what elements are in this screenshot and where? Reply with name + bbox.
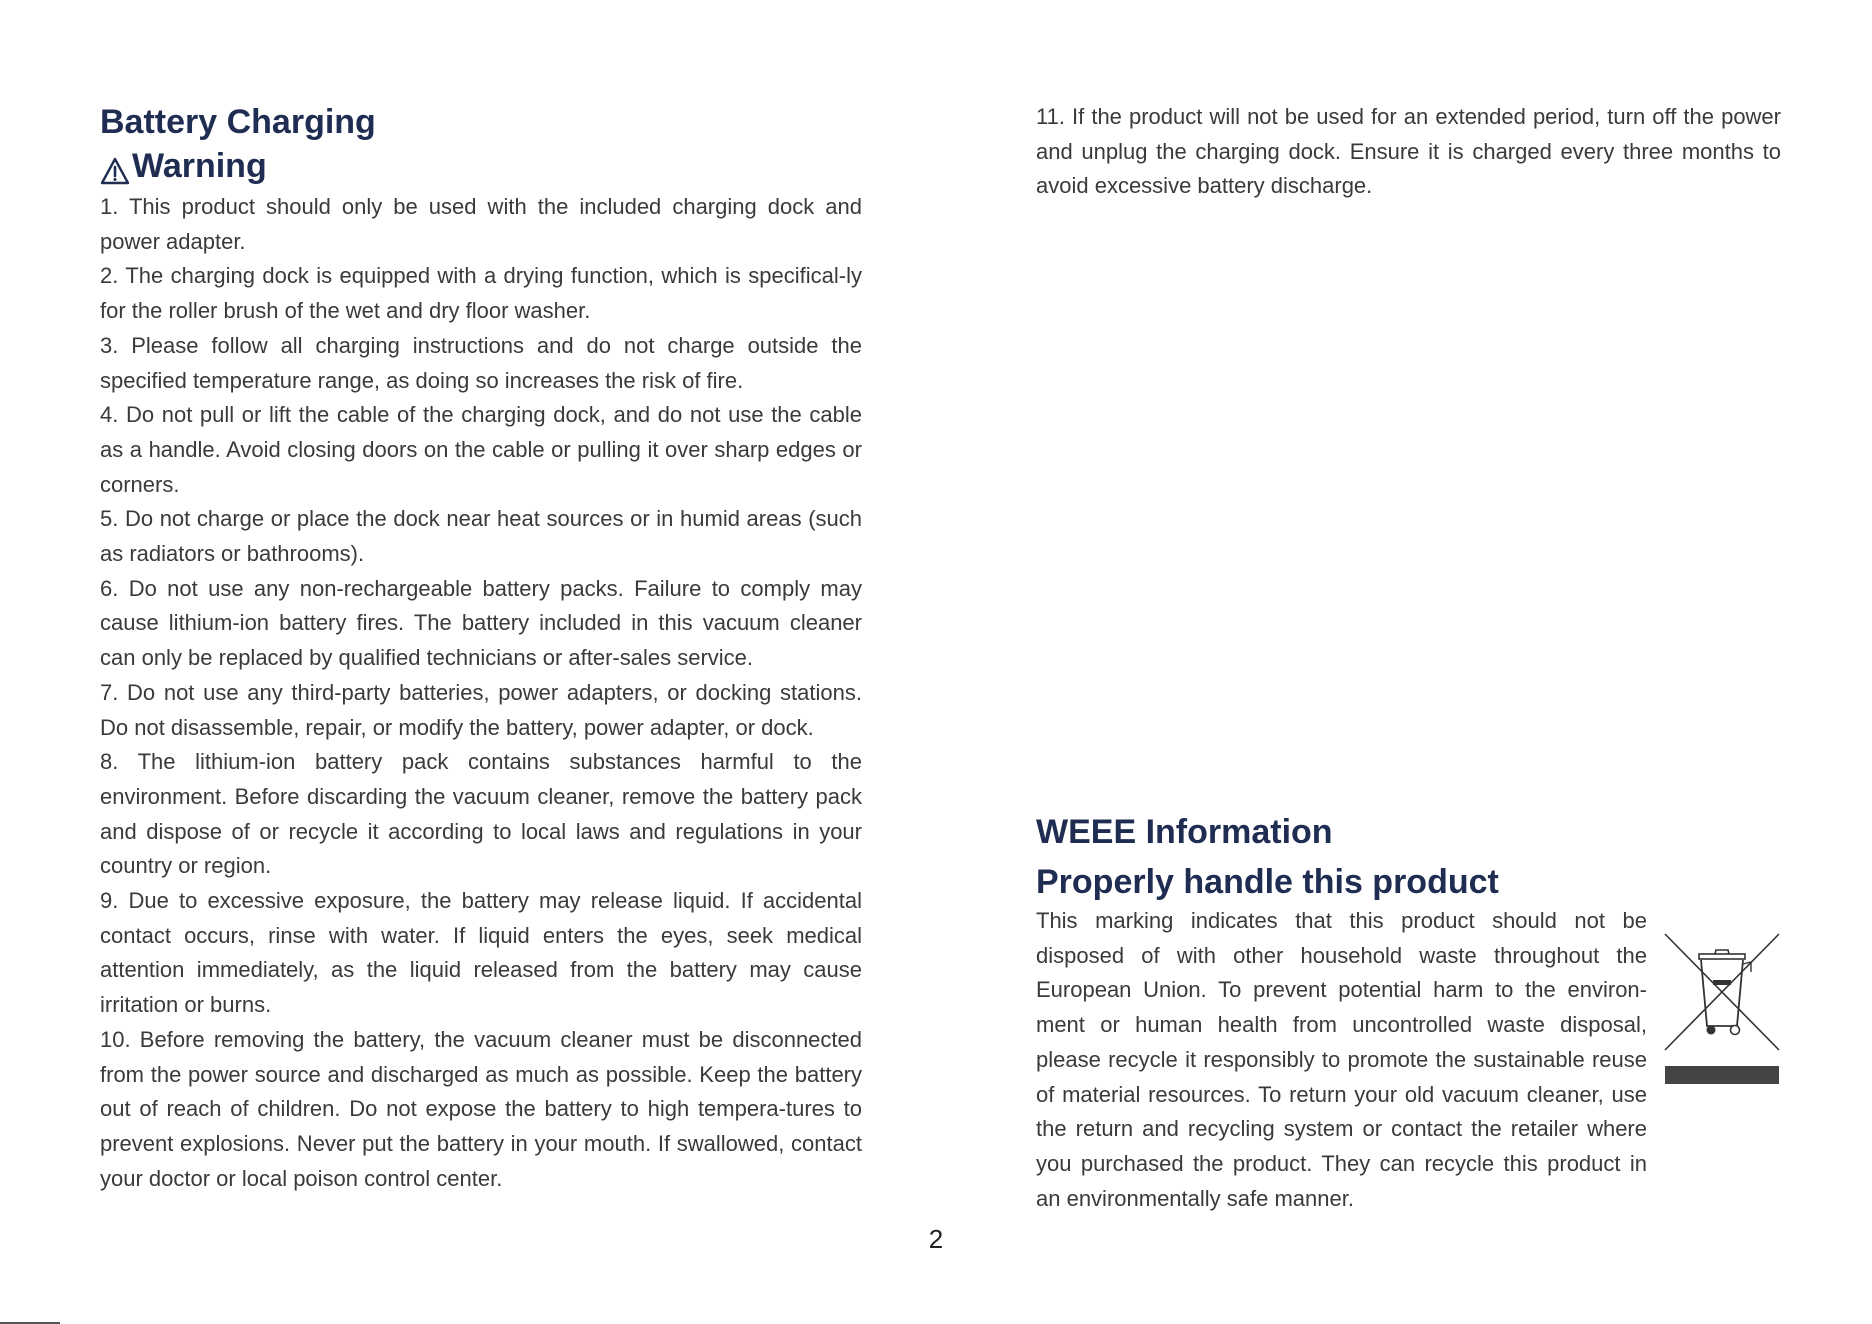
section-title: Battery Charging xyxy=(100,103,376,141)
battery-charging-section xyxy=(100,100,862,1196)
list-item: 4. Do not pull or lift the cable of the charging dock, and do not use the cable as a handle. Avoid closing doors on the cable or pulling it over sharp edges or corners. xyxy=(100,402,862,497)
list-item: 1. This product should only be used with the included charging dock and power adapter. xyxy=(100,194,862,254)
continued-warnings xyxy=(1036,100,1781,204)
list-item: 7. Do not use any third-party batteries, power adapters, or docking stations. Do not disassemble, repair, or modify the battery, power adapter, or dock. xyxy=(100,679,862,740)
weee-title: WEEE Information xyxy=(1036,813,1333,851)
list-item: 5. Do not charge or place the dock near heat sources or in humid areas (such as radiators or bathrooms). xyxy=(100,506,862,567)
list-item: 6. Do not use any non-rechargeable battery packs. Failure to comply may cause lithium-ion battery fires. The battery included in this vacuum cleaner can only be replaced by qualified technicians or after-sales service. xyxy=(100,575,862,671)
warning-heading xyxy=(100,144,862,188)
weee-paragraph: This marking indicates that this product should not be disposed of with other household waste throughout the European Union. To prevent potential harm to the environ-ment or human health from uncontrolled waste disposal, please recycle it responsibly to promote the sustainable reuse of material resources. To return your old vacuum cleaner, use the return and recycling system or contact the retailer where you purchased the product. They can recycle this product in an environmentally safe manner. xyxy=(1036,908,1647,1211)
list-item: 2. The charging dock is equipped with a drying function, which is specifical-ly for the roller brush of the wet and dry floor washer. xyxy=(100,263,862,324)
weee-subtitle: Properly handle this product xyxy=(1036,863,1499,901)
warning-label: Warning xyxy=(132,147,267,185)
page-number: 2 xyxy=(928,1224,944,1254)
weee-section xyxy=(1036,810,1781,1216)
weee-body xyxy=(1036,904,1781,1216)
list-item: 9. Due to excessive exposure, the battery may release liquid. If accidental contact occurs, rinse with water. If liquid enters the eyes, seek medical attention immediately, as the liquid released from the battery may cause irritation or burns. xyxy=(100,888,862,1018)
list-item: 3. Please follow all charging instructions and do not charge outside the specified temperature range, as doing so increases the risk of fire. xyxy=(100,332,862,393)
crossed-out-wheelie-bin-icon xyxy=(1663,932,1781,1097)
list-item: 11. If the product will not be used for an extended period, turn off the power and unplug the charging dock. Ensure it is charged every three months to avoid excessive battery discharge. xyxy=(1036,104,1781,199)
list-item: 10. Before removing the battery, the vacuum cleaner must be disconnected from the power source and discharged as much as possible. Keep the battery out of reach of children. Do not expose the battery to high tempera-tures to prevent explosions. Never put the battery in your mouth. If swallowed, contact your doctor or local poison control center. xyxy=(100,1026,862,1191)
list-item: 8. The lithium-ion battery pack contains substances harmful to the environment. Before discarding the vacuum cleaner, remove the battery pack and dispose of or recycle it according to local laws and regulations in your country or region. xyxy=(100,749,862,879)
warning-triangle-icon xyxy=(100,152,130,180)
